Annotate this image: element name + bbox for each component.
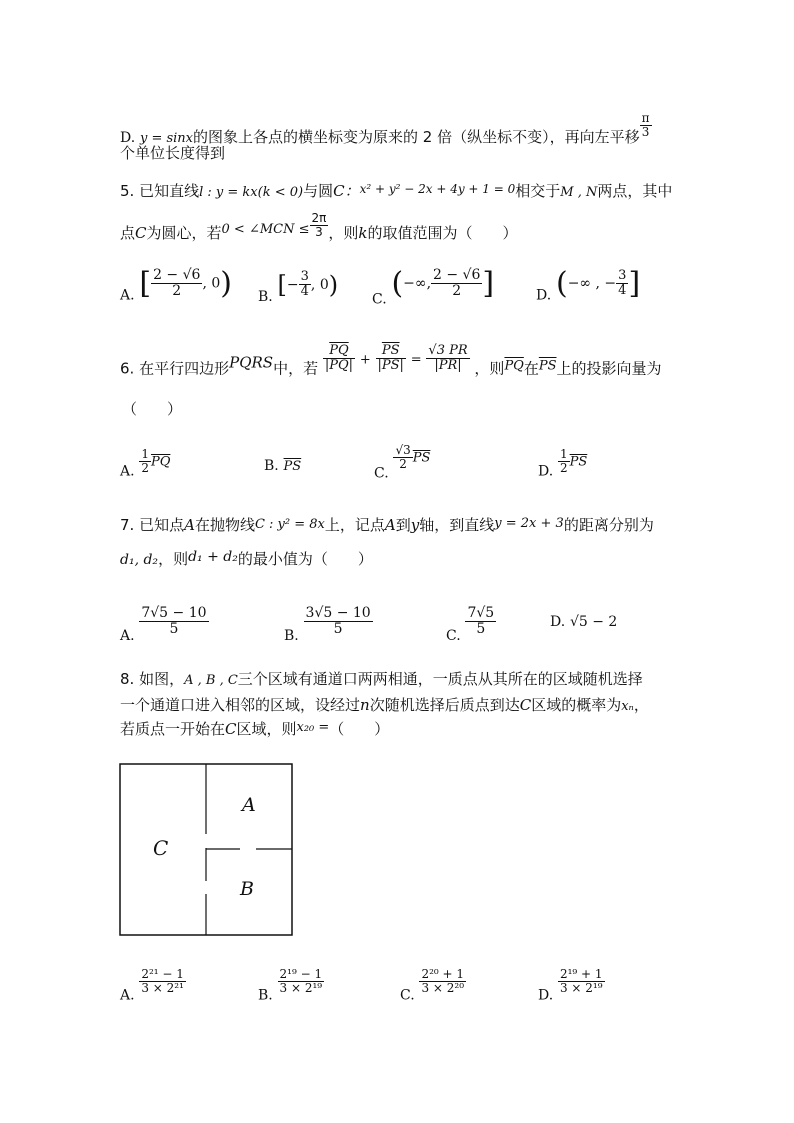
- q8-region-diagram: [118, 762, 296, 938]
- q6-number: 6.: [120, 359, 135, 378]
- q6-eq-term-pr: $\frac{√3 PR}{|PR|}$: [428, 343, 468, 374]
- q8-option-a[interactable]: A. $\frac{\text{2²¹ − 1}}{\text{3 × 2²¹}}$: [120, 967, 184, 1004]
- q5-option-a[interactable]: A. [ $\frac{2 - √6}{2}$ , 0): [120, 266, 232, 304]
- q5-option-c[interactable]: C. (−∞, $\frac{2 - √6}{2}$ ]: [372, 266, 495, 308]
- q4-option-d-label: D.: [120, 130, 136, 147]
- q6-option-d[interactable]: D. $\frac{1}{2}$ $\overline{PS}$: [538, 447, 588, 480]
- region-a-label: A: [242, 794, 256, 816]
- q8-option-d[interactable]: D. $\frac{\text{2¹⁹ + 1}}{\text{3 × 2¹⁹}}$: [538, 967, 603, 1004]
- q6-line1: 6. 在平行四边形PQRS中，若 $\frac{\overline{PQ}}{|PQ|}$ + $\frac{\overline{PS}}{|PS|}$ = $\frac{√3 PR}{|PR|}$ ，则$\overline{PQ}$在$\overline{PS}$上的投影向量为: [120, 343, 662, 378]
- q5-line2: 点C为圆心，若0 < ∠MCN ≤ $\frac{2\pi}{3}$ ，则k的取值范围为（ ）: [120, 211, 518, 243]
- q6-paren: （ ）: [122, 400, 183, 418]
- q7-option-d[interactable]: D. √5 − 2: [550, 614, 618, 630]
- region-c-label: C: [153, 836, 169, 860]
- q4-shift-fraction: $\frac{\pi}{3}$: [641, 111, 650, 140]
- q7-option-c[interactable]: C. $\frac{7√5}{5}$: [446, 605, 495, 644]
- q8-option-b[interactable]: B. $\frac{\text{2¹⁹ − 1}}{\text{3 × 2¹⁹}}$: [258, 967, 323, 1004]
- q6-option-b[interactable]: B. $\overline{PS}$: [264, 458, 302, 474]
- q5-condition: 0 < ∠MCN ≤: [221, 222, 310, 238]
- q4-line2: 个单位长度得到: [120, 144, 226, 162]
- q8-number: 8.: [120, 670, 135, 688]
- q7-line1: 7. 已知点A在抛物线C : y² = 8x上，记点A到y轴，到直线y = 2x + 3的距离分别为: [120, 516, 654, 534]
- q7-line-eq: y = 2x + 3: [494, 516, 564, 531]
- q6-eq-term-ps: $\frac{\overline{PS}}{|PS|}$: [377, 343, 404, 374]
- q6-eq-term-pq: $\frac{\overline{PQ}}{|PQ|}$: [324, 343, 354, 374]
- q5-option-b[interactable]: B. [− $\frac{3}{4}$ , 0): [258, 269, 339, 305]
- q5-number: 5.: [120, 182, 135, 200]
- q7-parabola: C : y² = 8x: [254, 517, 325, 532]
- region-b-label: B: [240, 878, 254, 900]
- q6-option-a[interactable]: A. $\frac{1}{2}$ $\overline{PQ}$: [120, 447, 171, 480]
- q7-line2: d₁, d₂，则d₁ + d₂的最小值为（ ）: [120, 549, 373, 568]
- q4-text: 的图象上各点的横坐标变为原来的 2 倍（纵坐标不变），再向左平移: [193, 128, 640, 147]
- q6-option-c[interactable]: C. $\frac{√3}{2}$ $\overline{PS}$: [374, 443, 431, 482]
- q5-line1: 5. 已知直线l : y = kx(k < 0)与圆C：$^{x^2 + y^2 - 2x + 4y + 1 = 0}$相交于M , N两点，其中: [120, 182, 673, 200]
- q5-option-d[interactable]: D. (−∞ , − $\frac{3}{4}$ ]: [536, 266, 641, 304]
- q7-option-b[interactable]: B. $\frac{3√5 - 10}{5}$: [284, 605, 371, 644]
- q8-line1: 8. 如图，A , B , C三个区域有通道口两两相通，一质点从其所在的区域随机选择: [120, 670, 643, 688]
- q8-option-c[interactable]: C. $\frac{\text{2²⁰ + 1}}{\text{3 × 2²⁰}}$: [400, 967, 465, 1004]
- q8-line3: 若质点一开始在C区域，则x₂₀ =（ ）: [120, 720, 390, 738]
- q7-number: 7.: [120, 516, 135, 534]
- q5-line-eq: l : y = kx(k < 0): [199, 185, 304, 200]
- q8-line2: 一个通道口进入相邻的区域，设经过n次随机选择后质点到达C区域的概率为xₙ，: [120, 696, 649, 714]
- q5-circle-eq: x² + y² − 2x + 4y + 1 = 0: [359, 182, 516, 196]
- q4-function: y = sinx: [139, 131, 194, 147]
- q5-condition-fraction: $\frac{2\pi}{3}$: [311, 211, 327, 240]
- q7-option-a[interactable]: A. $\frac{7√5 - 10}{5}$: [120, 605, 207, 644]
